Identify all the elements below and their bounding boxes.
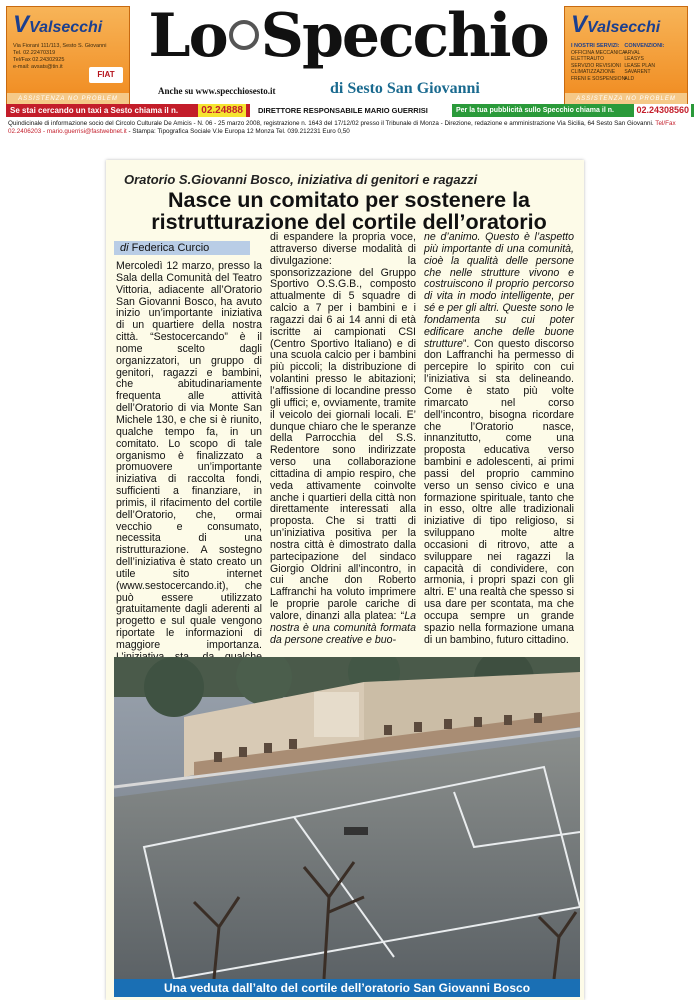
valsecchi-ad-right xyxy=(564,6,688,106)
photo-caption: Una veduta dall’alto del cortile dell’oratorio San Giovanni Bosco xyxy=(114,979,580,997)
valsecchi-ad-left xyxy=(6,6,130,106)
taxi-banner: Se stai cercando un taxi a Sesto chiama il n. 02.24888 xyxy=(6,104,250,117)
ad-services-col: I NOSTRI SERVIZI: OFFICINA MECCANICA ELETTRAUTO SERVIZIO REVISIONI CLIMATIZZAZIONE FRENI E SOSPENSIONI xyxy=(571,43,627,82)
article-column-1: Mercoledì 12 marzo, presso la Sala della Comunità del Teatro Vittoria, adiacente all’Oratorio San Giovanni Bosco, ha avuto inizio un’importante iniziativa di un quartiere della nostra città. “Sestocercando” è il nome scelto dagli organizzatori, un gruppo di genitori, ragazzi e bambini, che abitudinariamente frequenta alle attività dell’Oratorio di via Monte San Michele 130, e che si è riunito, qualche tempo fa, in un comitato. Lo scopo di tale organismo è finalizzato a promuovere un’importante iniziativa di raccolta fondi, sufficienti a finanziare, in primis, il rifacimento del cortile dell’Oratorio, che, ormai vecchio e consumato, necessita di una ristrutturazione. A sostegno dell’iniziativa è stato creato un utile sito internet (www.sestocercando.it), che può essere utilizzato gratuitamente dagli aderenti al progetto e sul quale vengono riportate le informazioni di maggiore importanza. xyxy=(116,260,262,651)
website-link[interactable]: Anche su www.specchiosesto.it xyxy=(158,86,276,96)
publication-info: Quindicinale di informazione socio del Circolo Culturale De Amicis - N. 06 - 25 marzo 2008, registrazione n. 1643 del 17/12/02 presso il Tribunale di Monza - Direzione, redazione e amministrazione Via Sicilia, 64 Sesto San Giovanni. Tel/Fax 02.2406203 - mario.guerrisi@fastwebnet.it - Stampa: Tipografica Sociale V.le Europa 12 Monza Tel. 039.212231 Euro 0,50 xyxy=(8,120,676,135)
magnifier-icon xyxy=(229,20,259,50)
ad-footer: ASSISTENZA NO PROBLEM xyxy=(7,93,129,105)
ad-brand: VValsecchi xyxy=(571,11,661,38)
courtyard-photo xyxy=(114,657,580,979)
courtyard-photo-illustration xyxy=(114,657,580,979)
article-byline: di Federica Curcio xyxy=(114,241,250,255)
valsecchi-v-logo-icon: V xyxy=(13,11,30,38)
ad-footer: ASSISTENZA NO PROBLEM xyxy=(565,93,687,105)
info-contact[interactable]: Tel/Fax 02.2406203 - mario.guerrisi@fastwebnet.it xyxy=(8,120,676,135)
author-name: Federica Curcio xyxy=(131,242,210,254)
fiat-badge: FIAT xyxy=(89,67,123,83)
ad-address: Via Fiorani 111/113, Sesto S. Giovanni Tel. 02.22470319 Tel/Fax 02.24302925 e-mail: avsats@tin.it xyxy=(13,43,107,70)
newspaper-subtitle: di Sesto San Giovanni xyxy=(330,80,480,97)
ads-number[interactable]: 02.24308560 xyxy=(636,105,689,115)
article-column-2: di espandere la propria voce, attraverso diverse modalità di divulgazione: la sponsorizzazione del Gruppo Sportivo O.S.G.B., composto attualmente di 5 squadre di calcio a 7 per i bambini e i ragazzi dai 6 ai 14 anni di età iscritte ai campionati CSI (Centro Sportivo Italiano) e di una scuola calcio per i bambini più piccoli; la distribuzione di volantini presso le abitazioni; l’affissione di locandine presso gli uffici; e, ovviamente, tramite il veicolo dei giornali locali. E’ dunque chiaro che le speranze della Parrocchia del S.S. Redentore sono indirizzate verso una collaborazione cittadina di ampio respiro, che veda attivamente coinvolte anche i quartieri della città non direttamente interessati alla proposta. Che si tratti di un’iniziativa positiva per la nostra città è dimostrato dalla partecipazione del sindaco Giorgio Oldrini all’incontro, in cui anche don Roberto Laffranchi ha voluto imprimere le proprie parole cariche di valore, dinanzi alla platea: “La nostra è una comunità formata da persone creative e buo- xyxy=(270,231,416,646)
newspaper-logo xyxy=(140,0,556,90)
ad-conventions-col: CONVENZIONI: ARVAL LEASYS LEASE PLAN SAVARENT ALD xyxy=(624,43,665,82)
article-headline: Nasce un comitato per sostenere la ristrutturazione del cortile dell’oratorio xyxy=(151,188,547,234)
ads-banner: Per la tua pubblicità sullo Specchio chiama il n. 02.24308560 xyxy=(452,104,694,117)
valsecchi-v-logo-icon: V xyxy=(571,11,588,38)
ad-brand: VValsecchi xyxy=(13,11,103,38)
article-column-3: ne d’animo. Questo è l’aspetto più importante di una comunità, cioè la qualità delle persone che nelle strutture vivono e costruiscono il proprio percorso di vita in modo intelligente, per sé e per gli altri. Queste sono le fondamenta su cui poter edificare anche delle buone strutture”. Con questo discorso don Laffranchi ha permesso di percepire lo spirito con cui l’iniziativa si sta delineando. Come è stato più volte rimarcato nel corso dell’incontro, bisogna ricordare che l’Oratorio nasce, innanzitutto, come una proposta educativa verso bambini e adolescenti, ai primi passi del proprio cammino verso un senso civico e una formazione spirituale, tanto che in esso, oltre alle tradizionali iniziative di tipo religioso, si sviluppano molte altre occasioni di ritrovo, atte a sviluppare nei ragazzi la capacità di condividere, con armonia, i propri spazi con gli altri. E’ una realtà che spesso si usa dare per scontata, ma che occupa sempre un grande spazio nella formazione umana di un bambino, futuro cittadino. xyxy=(424,231,574,646)
director-line: DIRETTORE RESPONSABILE MARIO GUERRISI xyxy=(258,106,428,115)
article-kicker: Oratorio S.Giovanni Bosco, iniziativa di genitori e ragazzi xyxy=(124,172,478,187)
newspaper-title: Lo Specchio xyxy=(148,1,548,71)
taxi-number[interactable]: 02.24888 xyxy=(198,104,246,117)
ad-services xyxy=(571,43,683,82)
